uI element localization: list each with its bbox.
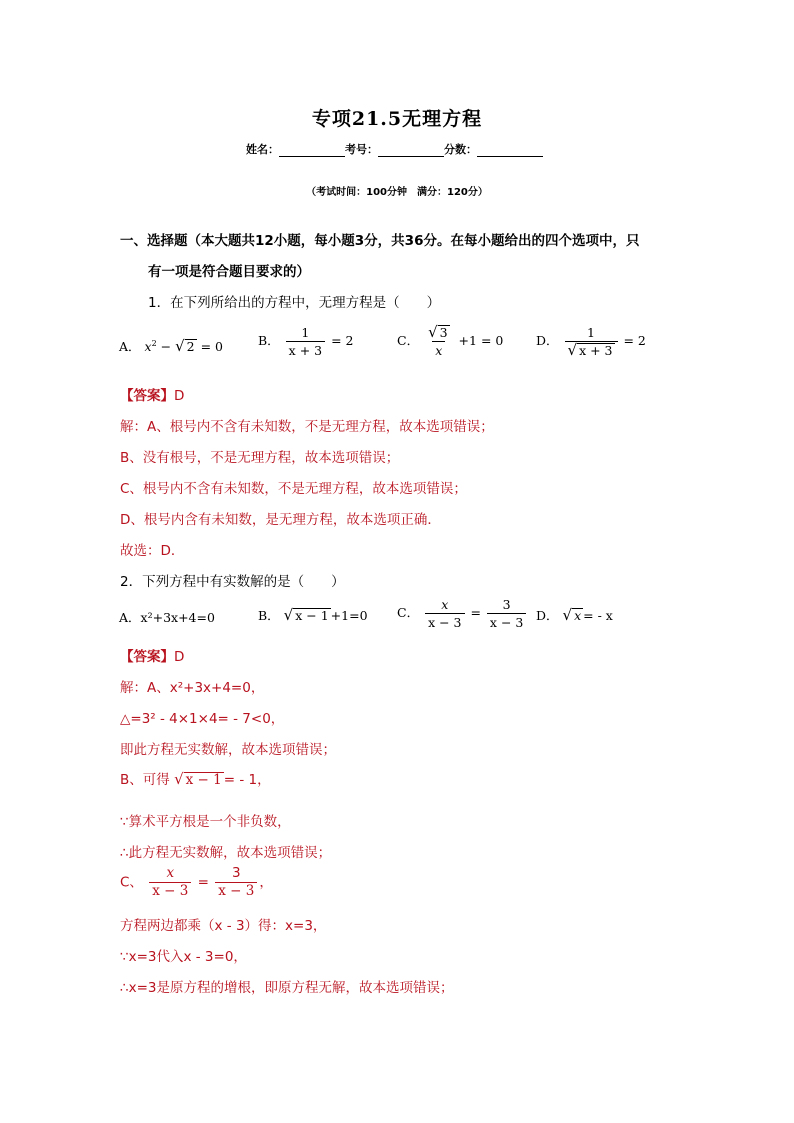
q1-option-c: C． √ 3 x +1 = 0 <box>397 323 504 358</box>
score-blank <box>477 145 543 157</box>
q1-option-b: B． $\frac{1}{x + 3}$ = 2 <box>258 325 354 358</box>
fraction: √ 3 x <box>428 323 448 358</box>
q2-solution-line: ∴此方程无实数解，故本选项错误； <box>120 845 332 861</box>
q2-solution-line: 即此方程无实数解，故本选项错误； <box>120 742 336 758</box>
page-title: 专项21.5无理方程 <box>311 108 483 130</box>
fraction: $\frac{1}{x + 3}$ <box>286 325 325 358</box>
q2-stem: 2．下列方程中有实数解的是（ ） <box>120 574 345 590</box>
name-label: 姓名： <box>246 143 279 156</box>
option-label: C． <box>397 333 420 348</box>
option-label: D． <box>536 608 559 623</box>
q2-solution-line: 解：A、x²+3x+4=0， <box>120 680 265 696</box>
fraction: 1 √ x + 3 <box>565 325 618 358</box>
option-label: B． <box>258 608 280 623</box>
sqrt-symbol: √ 2 <box>175 337 195 355</box>
section-heading-line1: 一、选择题（本大题共12小题，每小题3分，共36分。在每小题给出的四个选项中，只 <box>120 233 640 249</box>
q2-option-c: C． $\frac{x}{x - 3}$ = $\frac{3}{x - 3}$ <box>397 597 528 630</box>
fraction: $\frac{x}{x - 3}$ <box>425 597 464 630</box>
q2-option-d: D． √ x = - x <box>536 606 613 624</box>
q1-solution-line: C、根号内不含有未知数，不是无理方程，故本选项错误； <box>120 481 467 497</box>
q2-solution-line: B、可得 √ x − 1 = - 1， <box>120 770 271 788</box>
exam-no-label: 考号： <box>345 143 378 156</box>
option-label: A． <box>119 339 141 354</box>
q1-answer: 【答案】D <box>120 388 185 404</box>
name-blank <box>279 145 345 157</box>
q2-solution-line: ∴x=3是原方程的增根，即原方程无解，故本选项错误； <box>120 980 454 996</box>
option-label: B． <box>258 333 280 348</box>
section-heading-line2: 有一项是符合题目要求的） <box>148 264 310 280</box>
q2-solution-line: ∵x=3代入x - 3=0， <box>120 949 247 965</box>
option-label: A． <box>119 610 141 625</box>
q2-answer: 【答案】D <box>120 649 185 665</box>
student-info-line <box>246 141 543 157</box>
fraction: $\frac{3}{x - 3}$ <box>487 597 526 630</box>
sqrt-symbol: √ x − 1 <box>283 606 329 624</box>
q1-solution-line: 故选：D． <box>120 543 185 559</box>
q2-solution-line: C、 $\frac{x}{x - 3}$ = $\frac{3}{x - 3}$ ， <box>120 865 273 899</box>
score-label: 分数： <box>444 143 477 156</box>
q2-solution-line: △=3² - 4×1×4= - 7<0， <box>120 711 285 727</box>
sqrt-symbol: √ x − 1 <box>174 770 222 788</box>
q1-solution-line: 解：A、根号内不含有未知数，不是无理方程，故本选项错误； <box>120 419 494 435</box>
exam-info: （考试时间：100分钟 满分：120分） <box>306 187 488 198</box>
sqrt-symbol: √ x <box>562 606 582 624</box>
q2-solution-line: 方程两边都乘（x - 3）得：x=3， <box>120 918 327 934</box>
q1-solution-line: B、没有根号，不是无理方程，故本选项错误； <box>120 450 400 466</box>
option-label: C． <box>397 605 420 620</box>
q1-solution-line: D、根号内含有未知数，是无理方程，故本选项正确． <box>120 512 441 528</box>
exam-no-blank <box>378 145 444 157</box>
q1-option-a: A． $x^2$ − √ 2 = 0 <box>119 337 223 355</box>
q2-option-a: A．x²+3x+4=0 <box>119 610 215 625</box>
fraction: $\frac{x}{x - 3}$ <box>149 866 191 899</box>
q2-solution-line: ∵算术平方根是一个非负数， <box>120 814 291 830</box>
q2-option-b: B． √ x − 1 +1=0 <box>258 606 368 624</box>
q1-stem: 1．在下列所给出的方程中，无理方程是（ ） <box>148 295 441 311</box>
fraction: $\frac{3}{x - 3}$ <box>215 866 257 899</box>
q1-option-d: D． 1 √ x + 3 = 2 <box>536 325 646 359</box>
option-label: D． <box>536 333 559 348</box>
